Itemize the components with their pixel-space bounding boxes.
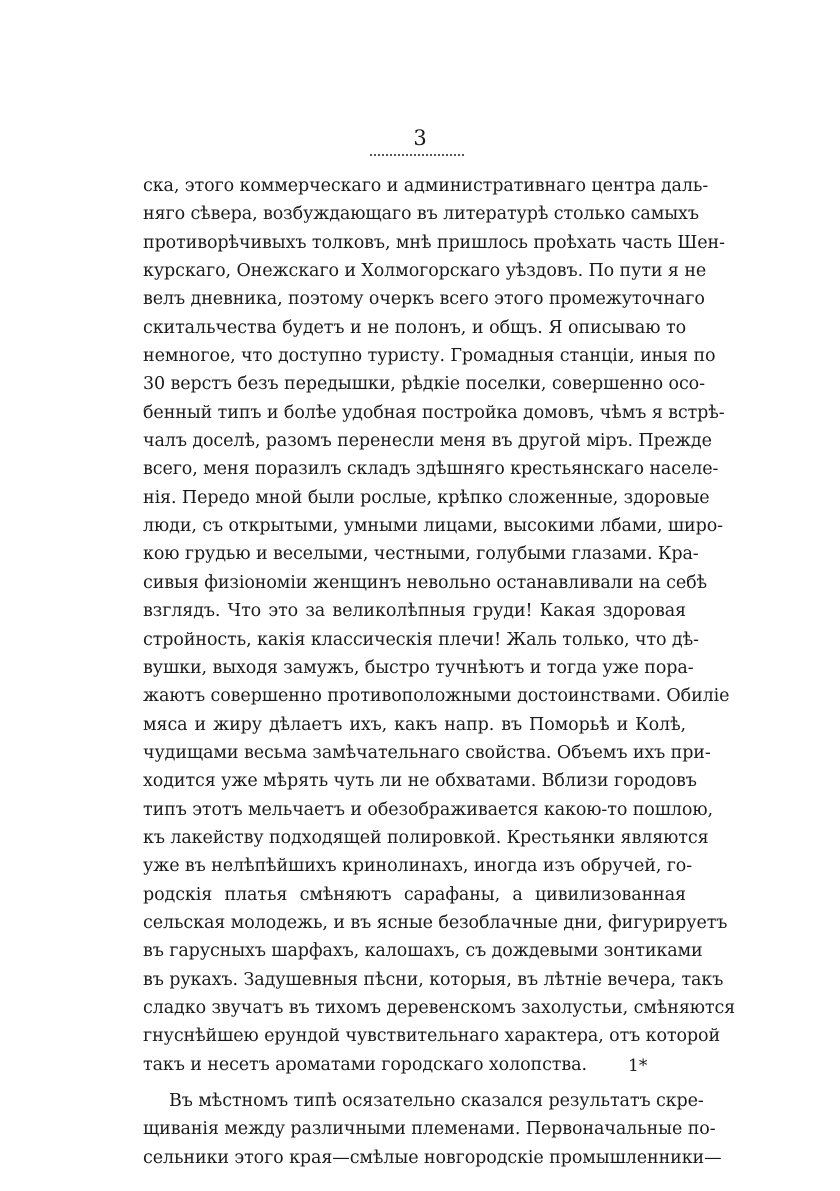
text-line: нія. Передо мной были рослые, крѣпко сложенные, здоровые xyxy=(143,487,710,508)
text-line: ходится уже мѣрять чуть ли не обхватами. Вблизи городовъ xyxy=(143,771,697,792)
text-line: курскаго, Онежскаго и Холмогорскаго уѣздовъ. По пути я не xyxy=(143,261,707,282)
text-line: сельники этого края—смѣлые новгородскіе промышленники— xyxy=(143,1147,722,1168)
text-line: уже въ нелѣпѣйшихъ кринолинахъ, иногда изъ обручей, го- xyxy=(143,856,693,877)
text-line: вушки, выходя замужъ, быстро тучнѣютъ и тогда уже пора- xyxy=(143,657,694,678)
text-line: противорѣчивыхъ толковъ, мнѣ пришлось проѣхать часть Шен- xyxy=(143,232,725,253)
text-line: къ лакейству подходящей полировкой. Крестьянки являются xyxy=(143,827,709,848)
text-line: чалъ доселѣ, разомъ перенесли меня въ другой міръ. Прежде xyxy=(143,431,712,452)
text-line: бенный типъ и болѣе удобная постройка домовъ, чѣмъ я встрѣ- xyxy=(143,402,725,423)
text-line: ска, этого коммерческаго и административнаго центра даль- xyxy=(143,176,709,196)
text-line: взглядъ. Что это за великолѣпныя груди! Какая здоровая xyxy=(143,601,686,622)
text-line: щиванія между различными племенами. Первоначальные по- xyxy=(143,1119,716,1140)
text-line: всего, меня поразилъ складъ здѣшняго крестьянскаго населе- xyxy=(143,459,719,480)
text-line: кою грудью и веселыми, честными, голубыми глазами. Кра- xyxy=(143,544,699,565)
text-line: немногое, что доступно туристу. Громадныя станціи, иныя по xyxy=(143,346,716,367)
text-line: сладко звучатъ въ тихомъ деревенскомъ захолустьи, смѣняются xyxy=(143,997,736,1018)
signature-mark: 1* xyxy=(628,1056,648,1076)
text-line: жаютъ совершенно противоположными достоинствами. Обиліе xyxy=(143,686,730,707)
text-line: мяса и жиру дѣлаетъ ихъ, какъ напр. въ Поморьѣ и Колѣ, xyxy=(143,714,686,735)
text-line: типъ этотъ мельчаетъ и обезображивается какою-то пошлою, xyxy=(143,799,713,820)
text-line: чудищами весьма замѣчательнаго свойства. Объемъ ихъ при- xyxy=(143,742,711,763)
text-line: стройность, какія классическія плечи! Жаль только, что дѣ- xyxy=(143,629,699,650)
text-line: въ гарусныхъ шарфахъ, калошахъ, съ дождевыми зонтиками xyxy=(143,941,703,962)
text-line: 30 верстъ безъ передышки, рѣдкіе поселки, совершенно осо- xyxy=(143,374,705,395)
text-line: родскія платья смѣняютъ сарафаны, а цивилизованная xyxy=(143,884,686,905)
text-line: сивыя физіономіи женщинъ невольно останавливали на себѣ xyxy=(143,572,707,593)
text-line: въ рукахъ. Задушевныя пѣсни, которыя, въ лѣтніе вечера, такъ xyxy=(143,969,724,990)
page-number: 3 xyxy=(413,126,427,150)
text-line: люди, съ открытыми, умными лицами, высокими лбами, широ- xyxy=(143,516,723,537)
text-line: такъ и несетъ ароматами городскаго холопства. xyxy=(143,1054,587,1075)
paragraph-2 xyxy=(143,1087,722,1172)
header-rule xyxy=(370,154,464,156)
text-line: скитальчества будетъ и не полонъ, и общъ. Я описываю то xyxy=(143,317,686,338)
body-text xyxy=(143,172,736,1172)
text-line: велъ дневника, поэтому очеркъ всего этого промежуточнаго xyxy=(143,289,705,310)
text-line: Въ мѣстномъ типѣ осязательно сказался результатъ скре- xyxy=(169,1091,704,1111)
text-line: гнуснѣйшею ерундой чувствительнаго характера, отъ которой xyxy=(143,1026,721,1047)
text-line: сельская молодежь, и въ ясные безоблачные дни, фигурируетъ xyxy=(143,912,728,933)
text-line: няго сѣвера, возбуждающаго въ литературѣ столько самыхъ xyxy=(143,204,699,225)
paragraph-1 xyxy=(143,172,736,1079)
